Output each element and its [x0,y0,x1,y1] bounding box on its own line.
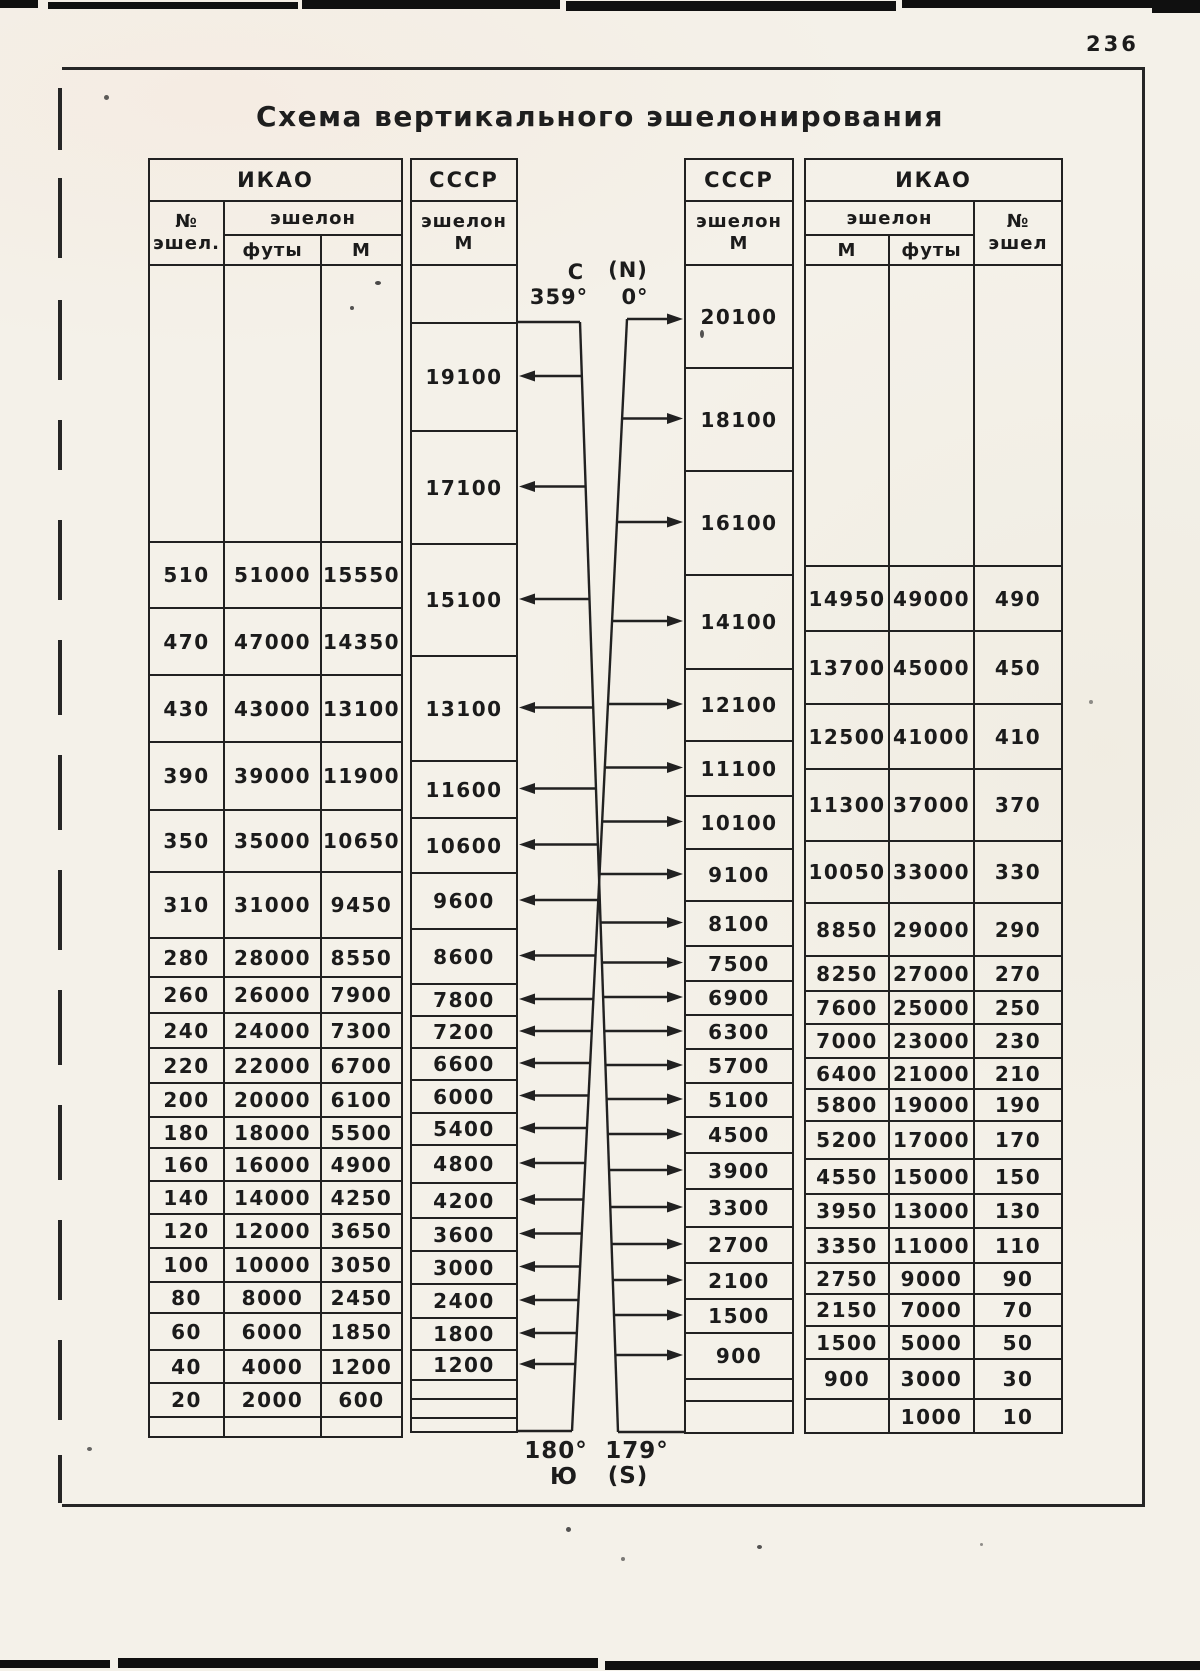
fl-feet-cell: 12000 [225,1215,322,1249]
fl-meters-cell: 6100 [322,1084,401,1118]
ussr-level-cell: 4200 [412,1184,516,1219]
fl-number-cell: 410 [975,705,1061,770]
ussr-level-cell: 9600 [412,874,516,930]
westbound-arrow-head [519,994,535,1005]
fl-number-cell: 60 [150,1314,225,1351]
fl-number-cell: 450 [975,632,1061,705]
ussr-level-cell: 16100 [686,472,792,576]
fl-number-cell: 490 [975,567,1061,632]
fl-feet-cell: 8000 [225,1283,322,1314]
fl-number-cell [150,266,225,543]
ussr-level-cell: 5400 [412,1114,516,1146]
fl-number-cell: 370 [975,770,1061,842]
fl-meters-cell: 600 [322,1384,401,1418]
fl-meters-cell: 5500 [322,1118,401,1149]
eastbound-arrow-head [667,699,683,710]
ussr-level-cell: 7500 [686,947,792,982]
fl-feet-cell: 20000 [225,1084,322,1118]
fl-feet-cell: 49000 [890,567,975,632]
fl-meters-cell: 4550 [806,1160,890,1195]
fl-feet-cell: 27000 [890,957,975,992]
ussr-level-cell: 2700 [686,1228,792,1264]
fl-feet-cell: 16000 [225,1149,322,1182]
fl-meters-cell: 8250 [806,957,890,992]
org-header: ИКАО [150,160,401,202]
ussr-level-cell: 7800 [412,985,516,1017]
scan-artifact [1152,0,1200,13]
ussr-level-cell: 2100 [686,1264,792,1300]
ussr-level-cell: 6300 [686,1016,792,1050]
fl-meters-cell: 2150 [806,1295,890,1327]
ussr-level-cell: 12100 [686,670,792,742]
fl-feet-cell: 33000 [890,842,975,904]
westbound-arrow-head [519,950,535,961]
eastbound-arrow-head [667,1060,683,1071]
header-line: № [175,211,198,233]
fl-feet-cell: 24000 [225,1014,322,1049]
fl-meters-cell: 8550 [322,939,401,978]
scan-speck [700,330,704,338]
fl-feet-cell: 21000 [890,1059,975,1090]
ussr-level-cell: 9100 [686,850,792,902]
fl-feet-cell: 37000 [890,770,975,842]
ussr-level-cell [686,1402,792,1434]
meters-header: М [322,236,401,266]
fl-feet-cell: 22000 [225,1049,322,1084]
westbound-arrow-head [519,839,535,850]
ussr-level-cell: 8600 [412,930,516,985]
fl-feet-cell: 43000 [225,676,322,743]
fl-feet-cell: 28000 [225,939,322,978]
westbound-arrow-head [519,1194,535,1205]
eastbound-arrow-head [667,816,683,827]
fl-meters-cell: 3050 [322,1249,401,1283]
fl-number-cell: 290 [975,904,1061,957]
page-frame-left-dash [58,870,62,950]
fl-feet-cell: 18000 [225,1118,322,1149]
fl-number-cell: 160 [150,1149,225,1182]
page-frame-left-dash [58,1340,62,1420]
fl-number-cell: 40 [150,1351,225,1384]
ussr-level-cell: 1800 [412,1319,516,1351]
fl-feet-cell: 35000 [225,811,322,873]
south-degrees-label: 180° [524,1438,588,1464]
page-frame-top [62,67,1145,70]
ussr-level-cell: 7200 [412,1017,516,1049]
ussr-level-cell: 20100 [686,266,792,369]
ussr-level-cell: 1200 [412,1351,516,1381]
fl-feet-cell: 5000 [890,1327,975,1360]
fl-meters-cell: 900 [806,1360,890,1400]
westbound-arrow-head [519,1058,535,1069]
eastbound-arrow-head [667,1202,683,1213]
fl-meters-cell: 11300 [806,770,890,842]
fl-number-cell: 270 [975,957,1061,992]
fl-number-cell: 150 [975,1160,1061,1195]
scan-artifact [605,1661,1200,1670]
fl-meters-cell [322,1418,401,1438]
fl-meters-cell: 10050 [806,842,890,904]
scan-speck [757,1545,762,1549]
scan-speck [980,1543,983,1546]
right-ussr-column [684,158,794,1434]
fl-feet-cell: 13000 [890,1195,975,1229]
fl-meters-cell: 5200 [806,1122,890,1160]
org-header: СССР [686,160,792,202]
ussr-level-cell: 3900 [686,1154,792,1190]
header-line: М [729,233,749,254]
ussr-level-cell [412,1400,516,1419]
right-icao-table [804,158,1063,1434]
westbound-arrow-head [519,1090,535,1101]
eastbound-arrow-head [667,314,683,325]
echelon-header: эшелон [806,202,975,236]
ussr-level-cell: 11100 [686,742,792,797]
north-en-label: (N) [608,258,648,282]
north-en-degrees-label: 0° [621,285,649,309]
eastbound-arrow-head [667,917,683,928]
fl-meters-cell: 6700 [322,1049,401,1084]
scan-artifact [566,1,896,11]
ussr-level-cell: 6600 [412,1049,516,1081]
fl-number-cell: 120 [150,1215,225,1249]
echelon-m-header [686,202,792,266]
scan-speck [87,1447,92,1451]
fl-number-cell: 220 [150,1049,225,1084]
fl-feet-cell: 39000 [225,743,322,811]
westbound-arrow-head [519,1123,535,1134]
ussr-level-cell: 10100 [686,797,792,850]
page-frame-left-dash [58,990,62,1065]
fl-number-cell: 280 [150,939,225,978]
fl-feet-cell: 7000 [890,1295,975,1327]
fl-feet-cell: 25000 [890,992,975,1025]
westbound-arrow-head [519,1158,535,1169]
ussr-level-cell: 10600 [412,819,516,874]
fl-number-cell: 260 [150,978,225,1014]
fl-feet-cell: 17000 [890,1122,975,1160]
scan-speck [621,1557,625,1561]
fl-feet-cell: 29000 [890,904,975,957]
scan-artifact [0,1660,110,1668]
ussr-level-cell: 8100 [686,902,792,947]
eastbound-arrow-head [667,869,683,880]
eastbound-arrow-head [667,616,683,627]
scan-speck [104,95,109,100]
fl-number-cell: 90 [975,1264,1061,1295]
eastbound-arrow-head [667,517,683,528]
westbound-arrow-head [519,895,535,906]
fl-feet-cell: 4000 [225,1351,322,1384]
fl-meters-cell: 3650 [322,1215,401,1249]
ussr-level-cell: 18100 [686,369,792,472]
fl-number-cell: 50 [975,1327,1061,1360]
eastbound-arrow-head [667,1275,683,1286]
fl-number-cell [975,266,1061,567]
ussr-level-cell: 6000 [412,1081,516,1114]
fl-meters-cell: 3950 [806,1195,890,1229]
fl-meters-cell: 7000 [806,1025,890,1059]
eastbound-arrow-head [667,1094,683,1105]
fl-number-cell: 510 [150,543,225,609]
fl-number-cell: 190 [975,1090,1061,1122]
echelon-header: эшелон [225,202,401,236]
page-frame-left-dash [58,755,62,830]
fl-meters-cell: 1850 [322,1314,401,1351]
fl-feet-cell: 2000 [225,1384,322,1418]
north-letter-label: С [567,260,585,284]
north-degrees-label: 359° [529,285,589,309]
fl-meters-cell: 4250 [322,1182,401,1215]
ussr-level-cell: 900 [686,1334,792,1380]
left-icao-table [148,158,403,1438]
course-line-359-180 [572,319,627,1431]
fl-meters-cell: 10650 [322,811,401,873]
page-frame-right [1142,67,1145,1507]
westbound-arrow-head [519,1328,535,1339]
south-letter-label: Ю [550,1464,578,1490]
scan-speck [1089,700,1093,704]
fl-meters-cell: 11900 [322,743,401,811]
header-line: эшелон [421,211,507,233]
ussr-level-cell: 3000 [412,1252,516,1285]
fl-number-cell: 330 [975,842,1061,904]
fl-meters-cell [806,1400,890,1434]
fl-feet-cell: 11000 [890,1229,975,1264]
page-frame-bottom [62,1504,1145,1507]
fl-number-cell: 430 [150,676,225,743]
fl-meters-cell: 7600 [806,992,890,1025]
ussr-level-cell: 4500 [686,1118,792,1154]
fl-meters-cell: 1200 [322,1351,401,1384]
ussr-level-cell: 11600 [412,762,516,819]
fl-feet-cell: 15000 [890,1160,975,1195]
fl-feet-cell: 3000 [890,1360,975,1400]
feet-header: футы [225,236,322,266]
fl-number-cell: 470 [150,609,225,676]
fl-number-cell: 130 [975,1195,1061,1229]
ussr-level-cell: 4800 [412,1146,516,1184]
westbound-arrow-head [519,783,535,794]
page-frame-left-dash [58,88,62,150]
fl-meters-cell: 6400 [806,1059,890,1090]
no-header [975,202,1061,266]
fl-number-cell: 70 [975,1295,1061,1327]
fl-feet-cell: 23000 [890,1025,975,1059]
fl-number-cell: 180 [150,1118,225,1149]
westbound-arrow-head [519,481,535,492]
fl-meters-cell: 12500 [806,705,890,770]
fl-number-cell: 80 [150,1283,225,1314]
page-frame-left-dash [58,640,62,715]
fl-meters-cell: 3350 [806,1229,890,1264]
fl-number-cell: 310 [150,873,225,939]
ussr-level-cell: 17100 [412,432,516,545]
fl-number-cell: 30 [975,1360,1061,1400]
page-frame-left-dash [58,1220,62,1300]
eastbound-arrow-head [667,1239,683,1250]
page-number: 236 [1086,32,1139,56]
fl-feet-cell: 10000 [225,1249,322,1283]
page-frame-left-dash [58,420,62,470]
scan-artifact [302,0,560,9]
meters-header: М [806,236,890,266]
fl-feet-cell [225,266,322,543]
page-frame-left-dash [58,1455,62,1503]
fl-meters-cell: 14350 [322,609,401,676]
fl-number-cell: 210 [975,1059,1061,1090]
south-en-label: (S) [607,1463,649,1489]
header-line: эшелон [696,211,782,233]
ussr-level-cell: 15100 [412,545,516,657]
eastbound-arrow-head [667,762,683,773]
fl-meters-cell: 4900 [322,1149,401,1182]
eastbound-arrow-head [667,1310,683,1321]
fl-number-cell: 240 [150,1014,225,1049]
fl-meters-cell: 8850 [806,904,890,957]
page-title: Схема вертикального эшелонирования [256,100,944,133]
ussr-level-cell: 3300 [686,1190,792,1228]
page-frame-left-dash [58,1105,62,1180]
feet-header: футы [890,236,975,266]
fl-meters-cell: 7900 [322,978,401,1014]
westbound-arrow-head [519,594,535,605]
fl-meters-cell [322,266,401,543]
page-frame-left-dash [58,300,62,380]
fl-number-cell: 390 [150,743,225,811]
ussr-level-cell: 1500 [686,1300,792,1334]
header-line: № [1006,211,1030,233]
south-en-degrees-label: 179° [605,1438,669,1464]
no-header [150,202,225,266]
westbound-arrow-head [519,702,535,713]
ussr-level-cell: 14100 [686,576,792,670]
fl-number-cell: 350 [150,811,225,873]
fl-feet-cell: 51000 [225,543,322,609]
fl-meters-cell: 7300 [322,1014,401,1049]
fl-feet-cell [225,1418,322,1438]
fl-number-cell: 140 [150,1182,225,1215]
fl-feet-cell: 14000 [225,1182,322,1215]
fl-number-cell: 230 [975,1025,1061,1059]
fl-meters-cell: 2450 [322,1283,401,1314]
fl-number-cell: 170 [975,1122,1061,1160]
ussr-level-cell [412,266,516,324]
fl-feet-cell: 45000 [890,632,975,705]
fl-number-cell [150,1418,225,1438]
westbound-arrow-head [519,371,535,382]
ussr-level-cell: 5700 [686,1050,792,1084]
fl-number-cell: 250 [975,992,1061,1025]
ussr-level-cell [686,1380,792,1402]
ussr-level-cell [412,1419,516,1433]
fl-meters-cell: 5800 [806,1090,890,1122]
westbound-arrow-head [519,1359,535,1370]
scan-artifact [48,2,298,9]
fl-meters-cell: 2750 [806,1264,890,1295]
fl-meters-cell: 15550 [322,543,401,609]
page-frame-left-dash [58,178,62,258]
westbound-arrow-head [519,1261,535,1272]
fl-feet-cell: 19000 [890,1090,975,1122]
fl-meters-cell: 13100 [322,676,401,743]
fl-feet-cell: 6000 [225,1314,322,1351]
fl-feet-cell: 31000 [225,873,322,939]
fl-number-cell: 110 [975,1229,1061,1264]
fl-meters-cell: 14950 [806,567,890,632]
ussr-level-cell: 5100 [686,1084,792,1118]
fl-feet-cell: 9000 [890,1264,975,1295]
scan-speck [350,306,354,310]
eastbound-arrow-head [667,1026,683,1037]
eastbound-arrow-head [667,413,683,424]
westbound-arrow-head [519,1295,535,1306]
fl-number-cell: 10 [1002,1405,1034,1429]
left-ussr-column [410,158,518,1433]
fl-feet-cell: 41000 [890,705,975,770]
fl-meters-cell: 1500 [806,1327,890,1360]
fl-feet-cell: 26000 [225,978,322,1014]
scan-artifact [0,0,38,8]
ussr-level-cell [412,1381,516,1400]
org-header: ИКАО [806,160,1061,202]
fl-feet-cell: 1000 [890,1400,975,1434]
scan-speck [375,281,381,285]
fl-feet-cell [890,266,975,567]
eastbound-arrow-head [667,957,683,968]
eastbound-arrow-head [667,1350,683,1361]
fl-meters-cell: 9450 [322,873,401,939]
westbound-arrow-head [519,1228,535,1239]
course-line-0-179 [580,322,618,1432]
scan-artifact [118,1658,598,1668]
fl-feet-cell: 47000 [225,609,322,676]
eastbound-arrow-head [667,1165,683,1176]
fl-number-cell: 100 [150,1249,225,1283]
header-line: эшел [988,233,1048,254]
fl-meters-cell: 13700 [806,632,890,705]
page-frame-left-dash [58,520,62,600]
header-line: эшел. [152,233,220,254]
org-header: СССР [412,160,516,202]
ussr-level-cell: 2400 [412,1285,516,1319]
eastbound-arrow-head [667,1129,683,1140]
scan-speck [566,1527,571,1532]
fl-number-cell: 200 [150,1084,225,1118]
echelon-m-header [412,202,516,266]
ussr-level-cell: 19100 [412,324,516,432]
ussr-level-cell: 3600 [412,1219,516,1252]
fl-meters-cell [806,266,890,567]
eastbound-arrow-head [667,992,683,1003]
fl-number-cell: 20 [150,1384,225,1418]
westbound-arrow-head [519,1026,535,1037]
header-line: М [454,233,474,254]
ussr-level-cell: 13100 [412,657,516,762]
ussr-level-cell: 6900 [686,982,792,1016]
